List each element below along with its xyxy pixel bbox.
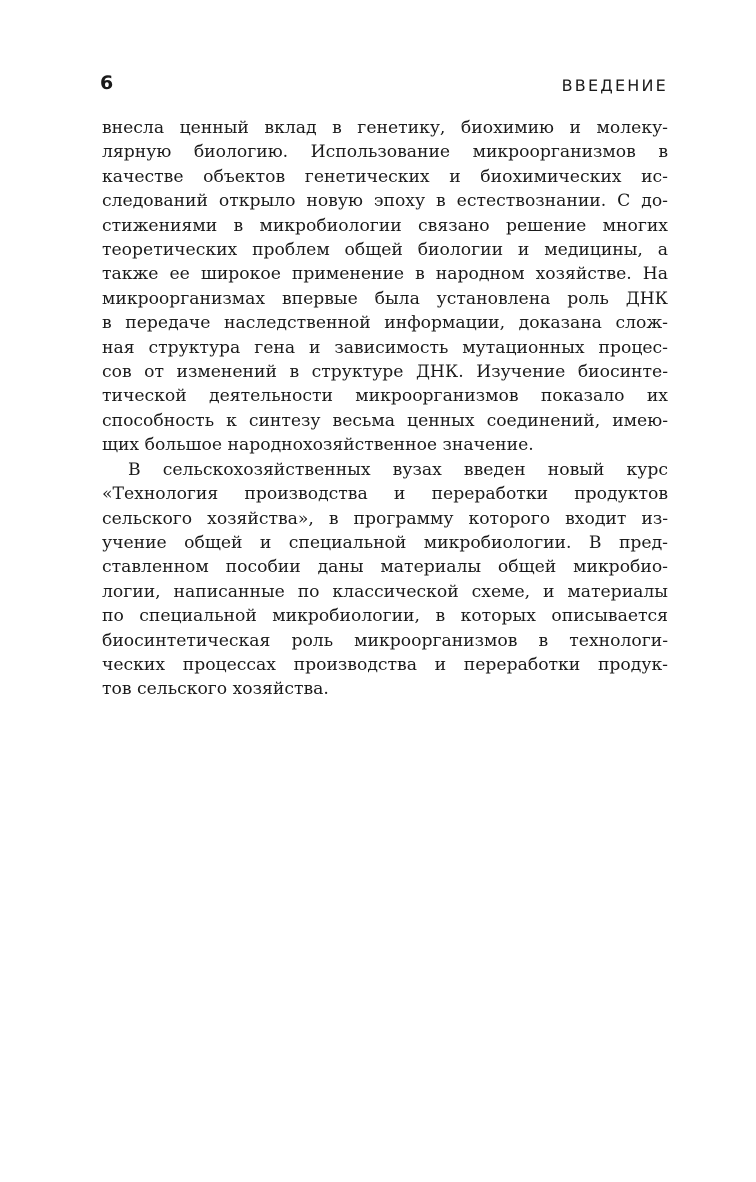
text-line: щих большое народнохозяйственное значение.	[102, 435, 534, 456]
text-line: способность к синтезу весьма ценных соединений, имею-	[102, 410, 668, 431]
text-line: также ее широкое применение в народном хозяйстве. На	[102, 264, 668, 285]
text-line: биосинтетическая роль микроорганизмов в технологи-	[102, 630, 668, 651]
text-line: сов от изменений в структуре ДНК. Изучение биосинте-	[102, 362, 668, 383]
text-line: тов сельского хозяйства.	[102, 679, 329, 700]
text-line: сельского хозяйства», в программу которого входит из-	[102, 508, 668, 529]
running-head: ВВЕДЕНИЕ	[561, 76, 668, 95]
text-line: следований открыло новую эпоху в естествознании. С до-	[102, 191, 668, 212]
text-line: стижениями в микробиологии связано решение многих	[102, 215, 668, 236]
text-line: по специальной микробиологии, в которых описывается	[102, 606, 668, 627]
text-line: логии, написанные по классической схеме, и материалы	[102, 581, 668, 602]
text-line: теоретических проблем общей биологии и медицины, а	[102, 240, 668, 261]
text-line: качестве объектов генетических и биохимических ис-	[102, 166, 668, 187]
text-line: внесла ценный вклад в генетику, биохимию и молеку-	[102, 118, 668, 138]
text-line: В сельскохозяйственных вузах введен новый курс	[128, 459, 668, 480]
text-line: ческих процессах производства и переработки продук-	[102, 654, 668, 675]
text-line: ная структура гена и зависимость мутационных процес-	[102, 337, 668, 358]
text-line: тической деятельности микроорганизмов показало их	[102, 386, 668, 407]
text-line: «Технология производства и переработки продуктов	[102, 484, 668, 505]
text-line: в передаче наследственной информации, доказана слож-	[102, 313, 668, 334]
paragraph-2	[102, 458, 668, 702]
text-line: микроорганизмах впервые была установлена роль ДНК	[102, 288, 668, 309]
page-number: 6	[100, 72, 114, 94]
text-line: лярную биологию. Использование микроорганизмов в	[102, 142, 668, 163]
body-text	[102, 116, 668, 702]
text-line: учение общей и специальной микробиологии. В пред-	[102, 532, 668, 553]
text-line: ставленном пособии даны материалы общей микробио-	[102, 557, 668, 578]
paragraph-1	[102, 116, 668, 458]
